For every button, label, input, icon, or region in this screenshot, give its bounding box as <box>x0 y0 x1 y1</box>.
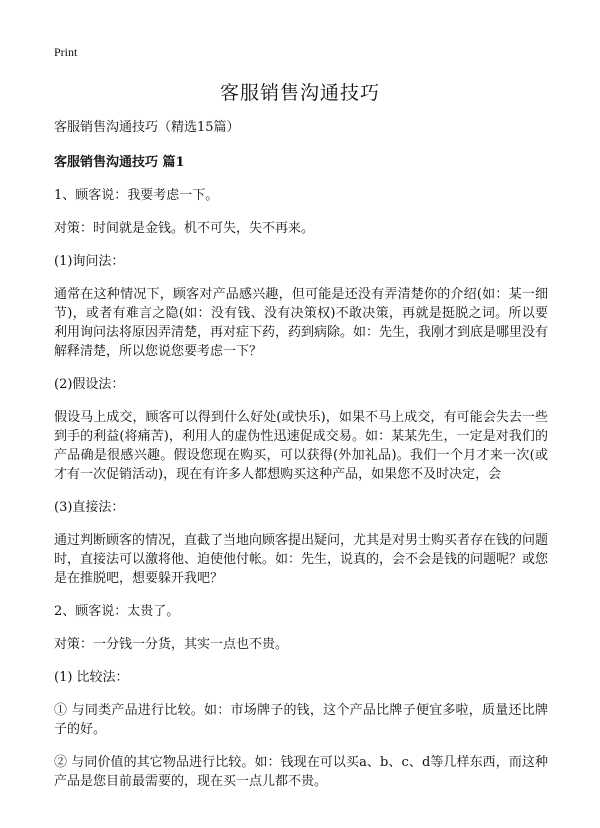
print-label: Print <box>54 45 78 59</box>
document-subtitle: 客服销售沟通技巧（精选15篇） <box>54 120 240 135</box>
paragraph-method-compare-heading: (1) 比较法： <box>54 670 129 685</box>
paragraph-strategy-2: 对策：一分钱一分货，其实一点也不贵。 <box>54 637 289 652</box>
page-title: 客服销售沟通技巧 <box>219 82 380 104</box>
paragraph-method-direct-body: 通过判断顾客的情况，直截了当地向顾客提出疑问，尤其是对男士购买者存在钱的问题时，直接法可以激将他、迫使他付帐。如：先生，说真的，会不会是钱的问题呢？或您是在推脱吧，想要躲开我吧？ <box>54 533 549 586</box>
paragraph-method-direct-heading: (3)直接法： <box>54 500 125 515</box>
paragraph-question-2: 2、顾客说：太贵了。 <box>54 604 180 619</box>
section-heading: 客服销售沟通技巧 篇1 <box>54 155 185 170</box>
paragraph-method-assumption-body: 假设马上成交，顾客可以得到什么好处(或快乐)，如果不马上成交，有可能会失去一些到手的利益(将痛苦)，利用人的虚伪性迅速促成交易。如：某某先生，一定是对我们的产品确是很感兴趣。假设您现在购买，可以获得(外加礼品)。我们一个月才来一次(或才有一次促销活动)，现在有许多人都想购买这种产品，如果您不及时决定，会 <box>54 410 548 482</box>
paragraph-method-inquiry-body: 通常在这种情况下，顾客对产品感兴趣，但可能是还没有弄清楚你的介绍(如：某一细节)，或者有难言之隐(如：没有钱、没有决策权)不敢决策，再就是挺脱之词。所以要利用询问法将原因弄清楚，再对症下药，药到病除。如：先生，我刚才到底是哪里没有解释清楚，所以您说您要考虑一下？ <box>54 287 549 359</box>
paragraph-strategy-1: 对策：时间就是金钱。机不可失，失不再来。 <box>54 221 315 236</box>
paragraph-method-inquiry-heading: (1)询问法： <box>54 254 125 269</box>
paragraph-compare-item-2: ② 与同价值的其它物品进行比较。如：钱现在可以买a、b、c、d等几样东西，而这种产品是您目前最需要的，现在买一点儿都不贵。 <box>54 755 548 789</box>
paragraph-method-assumption-heading: (2)假设法： <box>54 377 125 392</box>
document-body <box>54 118 548 805</box>
paragraph-question-1: 1、顾客说：我要考虑一下。 <box>54 188 219 203</box>
paragraph-compare-item-1: ① 与同类产品进行比较。如：市场牌子的钱，这个产品比牌子便宜多啦，质量还比牌子的好。 <box>54 703 548 737</box>
